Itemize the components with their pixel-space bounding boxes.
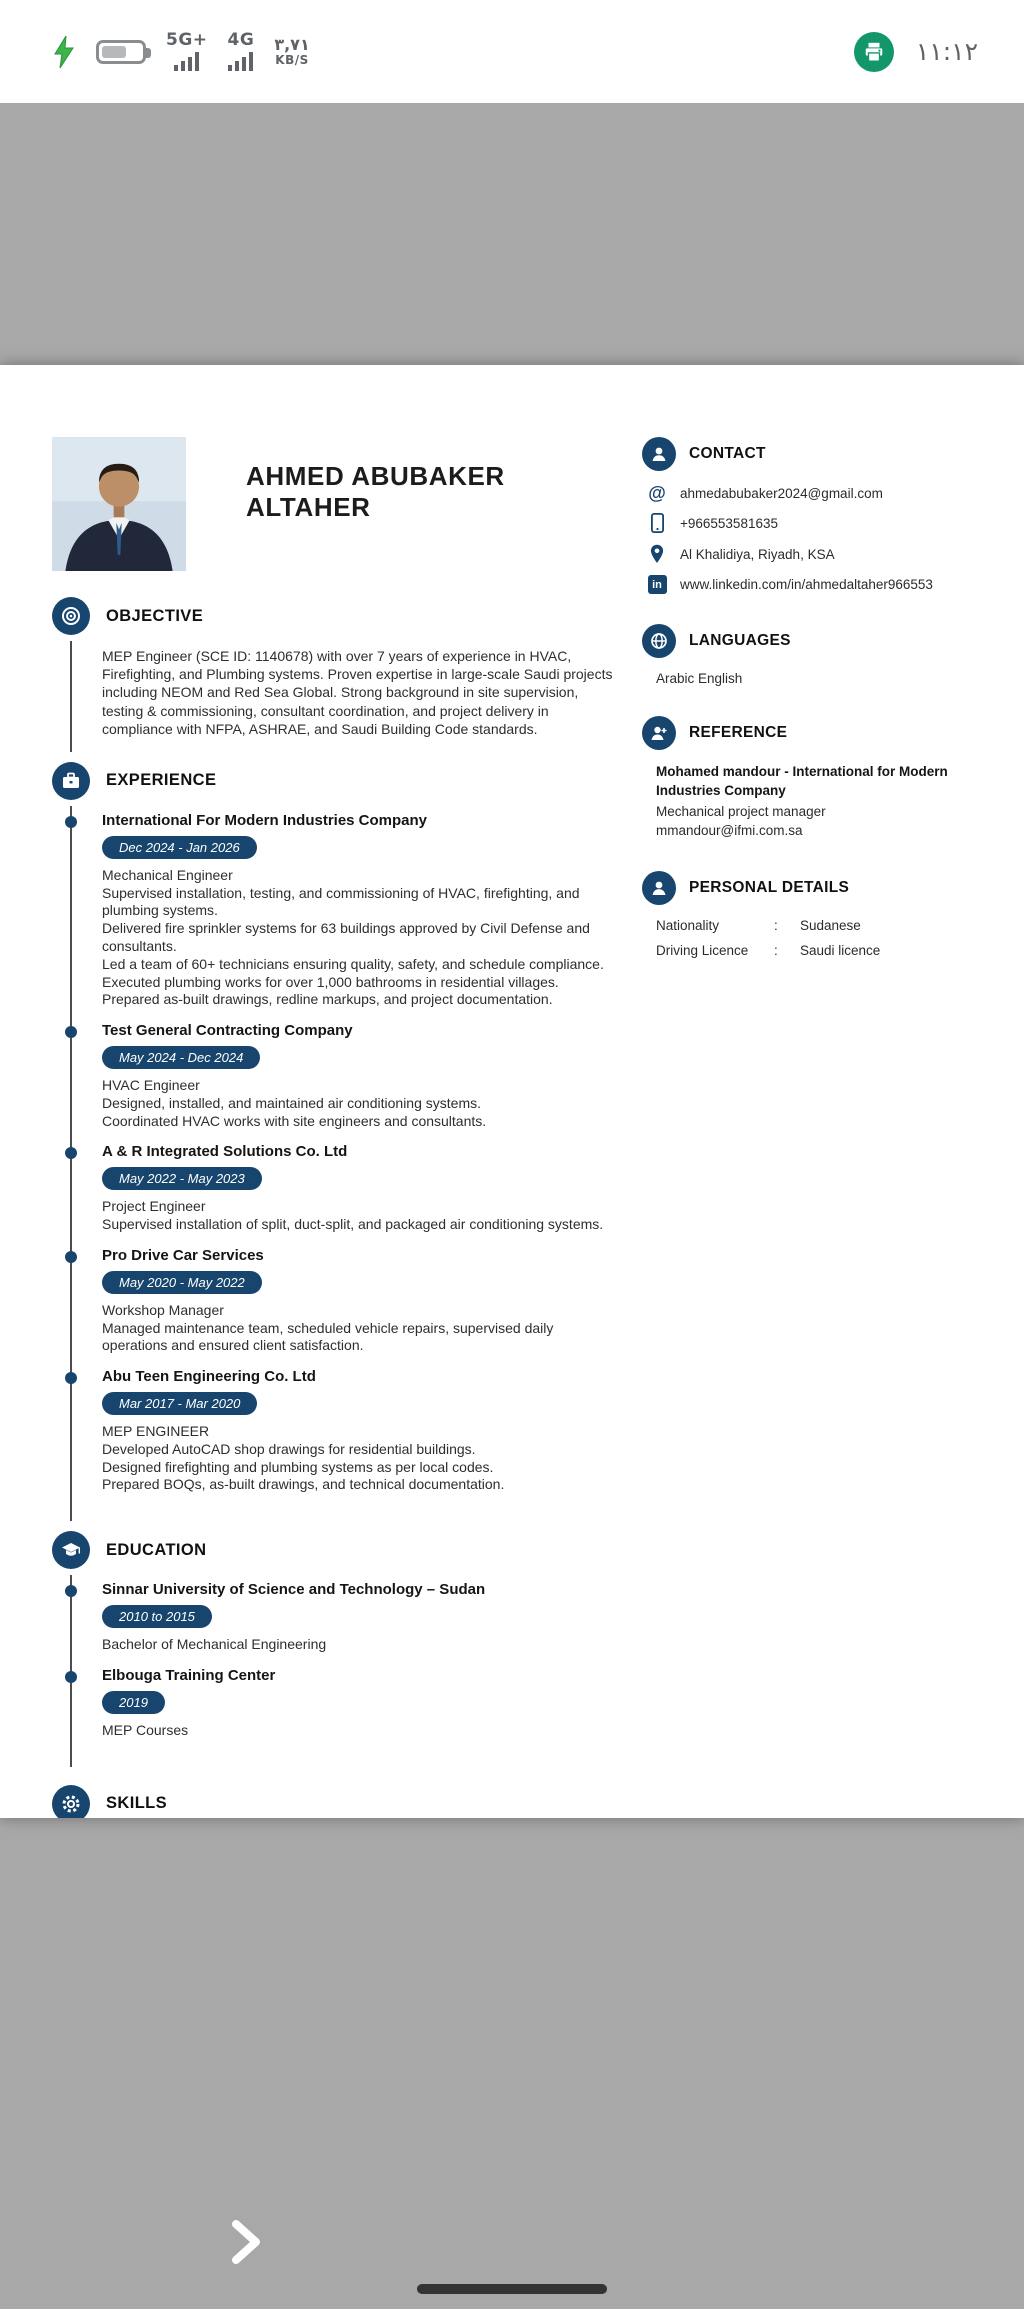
reference-block (656, 763, 956, 841)
section-languages (642, 624, 980, 686)
job-role: Mechanical Engineer (102, 866, 233, 883)
next-page-chevron-icon[interactable] (228, 2218, 264, 2271)
battery-icon (96, 40, 146, 64)
objective-text: MEP Engineer (SCE ID: 1140678) with over 7 years of experience in HVAC, Firefighting, and Plumbing systems. Proven expertise in large-scale Saudi projects including NEOM and Red Sea Global. Strong background in site supervision, testing & commissioning, consultant coordination, and project delivery in compliance with NFPA, ASHRAE, and Saudi Building Code standards. (102, 648, 613, 737)
experience-job (102, 1022, 618, 1130)
detail-separator: : (774, 942, 778, 958)
contact-header (642, 437, 980, 471)
timeline-dot (65, 816, 77, 828)
experience-header (52, 762, 618, 800)
personal-details-rows (656, 918, 980, 958)
job-dates-badge: Dec 2024 - Jan 2026 (102, 836, 257, 859)
contact-location-row (646, 544, 980, 564)
skills-gear-icon (52, 1785, 90, 1818)
job-detail-line: Supervised installation of split, duct-split, and packaged air conditioning systems. (102, 1216, 604, 1233)
skills-title: SKILLS (106, 1794, 168, 1813)
education-header (52, 1531, 618, 1569)
job-detail-line: Supervised installation, testing, and commissioning of HVAC, firefighting, and plumbing systems. (102, 884, 580, 919)
detail-value: Saudi licence (800, 942, 881, 958)
contact-linkedin-row (646, 575, 980, 594)
timeline-dot (65, 1026, 77, 1038)
resume-page (0, 365, 1024, 1818)
charging-bolt-icon (52, 35, 76, 69)
objective-header (52, 597, 618, 635)
experience-job (102, 1247, 618, 1355)
objective-target-icon (52, 597, 90, 635)
data-speed-value: ٣,٧١ (274, 35, 310, 55)
job-detail-line: Coordinated HVAC works with site engineers and consultants. (102, 1112, 487, 1129)
signal-bars-icon (174, 52, 200, 71)
job-detail-line: Developed AutoCAD shop drawings for residential buildings. (102, 1440, 476, 1457)
resume-right-column (642, 437, 980, 1818)
job-company: Test General Contracting Company (102, 1022, 353, 1040)
section-experience (52, 762, 618, 1521)
timeline-dot (65, 1251, 77, 1263)
reference-title: REFERENCE (689, 724, 788, 741)
contact-person-icon (642, 437, 676, 471)
network-4g-indicator (228, 32, 255, 71)
job-company: A & R Integrated Solutions Co. Ltd (102, 1143, 348, 1161)
contact-linkedin: www.linkedin.com/in/ahmedaltaher966553 (680, 577, 933, 592)
experience-body (70, 806, 618, 1521)
signal-bars-icon-2 (228, 52, 254, 71)
viewer-background-top (0, 103, 1024, 365)
network-4g-label: 4G (227, 30, 255, 50)
section-reference (642, 716, 980, 841)
experience-title: EXPERIENCE (106, 771, 217, 790)
job-role: Project Engineer (102, 1198, 206, 1215)
job-detail-line: Designed firefighting and plumbing systems as per local codes. (102, 1458, 494, 1475)
section-skills (52, 1785, 618, 1818)
data-speed-indicator (274, 36, 309, 67)
contact-title: CONTACT (689, 445, 766, 462)
section-objective (52, 597, 618, 752)
experience-job (102, 1368, 618, 1494)
email-at-icon: @ (648, 483, 666, 503)
section-contact (642, 437, 980, 594)
resume-header (52, 437, 618, 571)
linkedin-icon: in (646, 575, 668, 594)
reference-role: Mechanical project manager (656, 803, 826, 819)
objective-title: OBJECTIVE (106, 606, 204, 625)
network-5g-indicator (166, 32, 208, 71)
timeline-dot (65, 1147, 77, 1159)
profile-photo (52, 437, 186, 571)
job-dates-badge: May 2024 - Dec 2024 (102, 1046, 260, 1069)
education-entry (102, 1667, 618, 1740)
languages-header (642, 624, 980, 658)
personal-details-person-icon (642, 871, 676, 905)
briefcase-icon (52, 762, 90, 800)
job-detail-line: Prepared as-built drawings, redline markups, and project documentation. (102, 991, 553, 1008)
contact-rows (646, 484, 980, 594)
job-detail-line: Executed plumbing works for over 1,000 bathrooms in residential villages. (102, 973, 559, 990)
viewer-background-bottom (0, 1818, 1024, 2309)
home-indicator[interactable] (417, 2284, 607, 2294)
languages-text: Arabic English (656, 671, 743, 686)
personal-detail-row (656, 918, 980, 933)
objective-body (70, 641, 618, 752)
resume-left-column (52, 437, 618, 1818)
job-role: HVAC Engineer (102, 1077, 200, 1094)
job-dates-badge: May 2022 - May 2023 (102, 1167, 262, 1190)
reference-person-icon (642, 716, 676, 750)
job-role: Workshop Manager (102, 1301, 224, 1318)
job-company: Abu Teen Engineering Co. Ltd (102, 1368, 316, 1386)
experience-job (102, 812, 618, 1009)
job-dates-badge: Mar 2017 - Mar 2020 (102, 1392, 257, 1415)
location-pin-icon (646, 544, 668, 564)
education-body (70, 1575, 618, 1767)
personal-detail-row (656, 943, 980, 958)
status-left-cluster (52, 32, 310, 71)
job-role: MEP ENGINEER (102, 1423, 210, 1440)
contact-phone-row (646, 513, 980, 533)
timeline-dot (65, 1671, 77, 1683)
network-5g-label: 5G+ (166, 30, 208, 50)
contact-email: ahmedabubaker2024@gmail.com (680, 485, 883, 501)
school-name: Sinnar University of Science and Technology – Sudan (102, 1581, 486, 1599)
printer-button[interactable] (854, 32, 894, 72)
personal-details-title: PERSONAL DETAILS (689, 878, 850, 896)
school-name: Elbouga Training Center (102, 1667, 276, 1685)
education-title: EDUCATION (106, 1540, 207, 1559)
section-education (52, 1531, 618, 1767)
job-detail-line: Designed, installed, and maintained air conditioning systems. (102, 1094, 481, 1111)
personal-details-header (642, 871, 980, 905)
experience-job (102, 1143, 618, 1234)
education-entry (102, 1581, 618, 1654)
job-company: International For Modern Industries Company (102, 811, 428, 829)
contact-email-row (646, 484, 980, 502)
graduation-cap-icon (52, 1531, 90, 1569)
school-degree: MEP Courses (102, 1722, 189, 1739)
status-right-cluster (854, 32, 978, 72)
job-detail-line: Prepared BOQs, as-built drawings, and technical documentation. (102, 1476, 505, 1493)
job-detail-line: Delivered fire sprinkler systems for 63 buildings approved by Civil Defense and consultants. (102, 920, 590, 954)
status-bar (0, 0, 1024, 103)
detail-label: Driving Licence (656, 942, 749, 958)
school-degree: Bachelor of Mechanical Engineering (102, 1636, 327, 1653)
job-detail-line: Led a team of 60+ technicians ensuring quality, safety, and schedule compliance. (102, 955, 604, 972)
detail-label: Nationality (656, 917, 720, 933)
timeline-dot (65, 1372, 77, 1384)
timeline-dot (65, 1585, 77, 1597)
reference-name: Mohamed mandour - International for Modern Industries Company (656, 764, 948, 798)
languages-globe-icon (642, 624, 676, 658)
job-dates-badge: May 2020 - May 2022 (102, 1271, 262, 1294)
detail-separator: : (774, 917, 778, 933)
clock-time: ١١:١٢ (915, 37, 978, 66)
job-detail-line: Managed maintenance team, scheduled vehicle repairs, supervised daily operations and ensured client satisfaction. (102, 1319, 554, 1354)
school-dates-badge: 2010 to 2015 (102, 1605, 212, 1628)
contact-phone: +966553581635 (680, 515, 778, 531)
phone-icon (646, 513, 668, 533)
reference-email: mmandour@ifmi.com.sa (656, 822, 803, 838)
languages-title: LANGUAGES (689, 632, 791, 649)
detail-value: Sudanese (800, 917, 861, 933)
contact-location: Al Khalidiya, Riyadh, KSA (680, 546, 835, 562)
reference-header (642, 716, 980, 750)
section-personal-details (642, 871, 980, 958)
skills-header (52, 1785, 618, 1818)
data-speed-unit: KB/S (275, 52, 309, 67)
candidate-name: AHMED ABUBAKER ALTAHER (246, 461, 505, 522)
school-dates-badge: 2019 (102, 1691, 165, 1714)
job-company: Pro Drive Car Services (102, 1246, 264, 1264)
